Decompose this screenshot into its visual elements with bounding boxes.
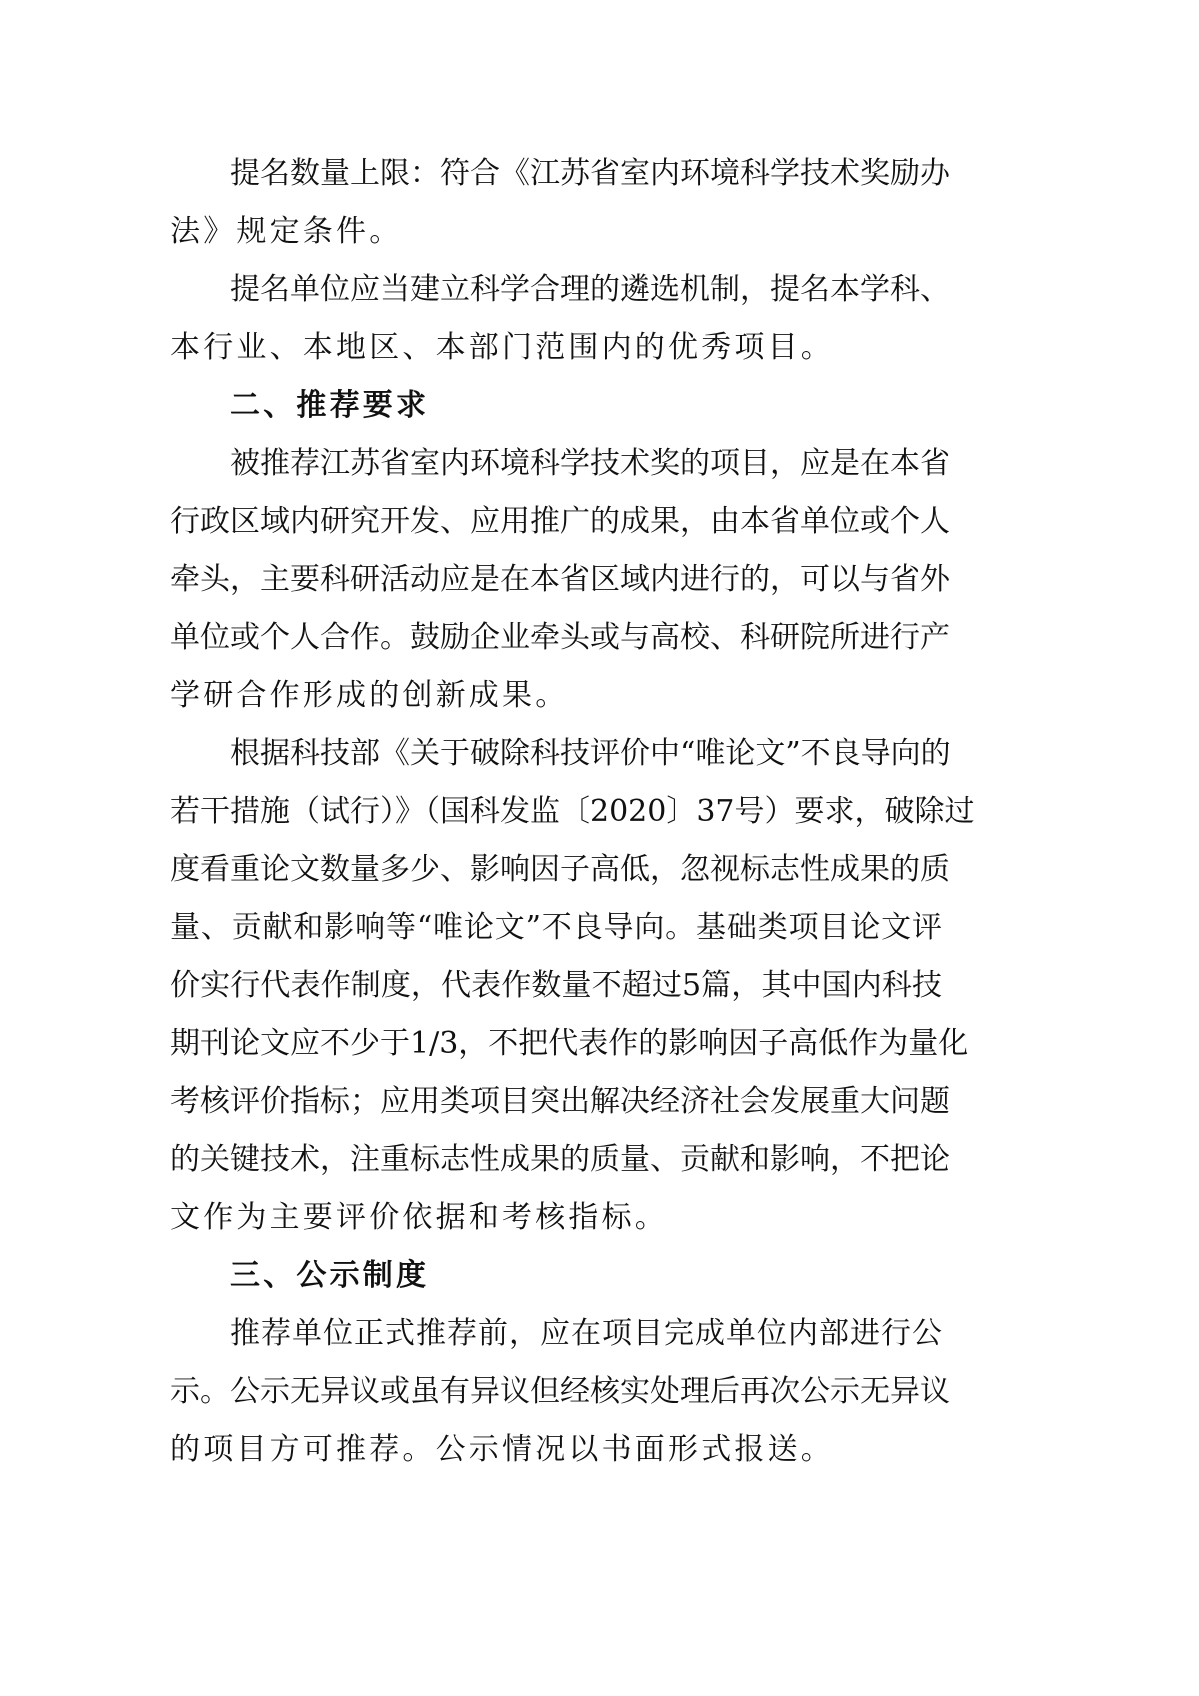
section-heading-publicity-system: 三、公示制度 [230, 1258, 430, 1293]
text-line: 价实行代表作制度，代表作数量不超过5篇，其中国内科技 [170, 968, 942, 1003]
text-line: 的关键技术，注重标志性成果的质量、贡献和影响，不把论 [170, 1142, 950, 1177]
text-line: 提名单位应当建立科学合理的遴选机制，提名本学科、 [230, 272, 950, 307]
text-line: 学研合作形成的创新成果。 [170, 678, 569, 713]
document-page [170, 145, 975, 1479]
text-line: 量、贡献和影响等“唯论文”不良导向。基础类项目论文评 [170, 910, 942, 945]
text-line: 期刊论文应不少于1/3，不把代表作的影响因子高低作为量化 [170, 1026, 969, 1061]
text-line: 被推荐江苏省室内环境科学技术奖的项目，应是在本省 [230, 446, 950, 481]
text-line: 考核评价指标；应用类项目突出解决经济社会发展重大问题 [170, 1084, 950, 1119]
text-line: 单位或个人合作。鼓励企业牵头或与高校、科研院所进行产 [170, 620, 950, 655]
text-line: 若干措施（试行）》（国科发监〔2020〕37号）要求，破除过 [170, 794, 975, 829]
text-line: 本行业、本地区、本部门范围内的优秀项目。 [170, 330, 834, 365]
text-line: 提名数量上限：符合《江苏省室内环境科学技术奖励办 [230, 156, 950, 191]
text-line: 行政区域内研究开发、应用推广的成果，由本省单位或个人 [170, 504, 950, 539]
paragraph-nomination-limit [170, 145, 950, 261]
paragraph-project-eligibility [170, 435, 950, 725]
text-line: 文作为主要评价依据和考核指标。 [170, 1200, 668, 1235]
paragraph-paper-evaluation [170, 725, 975, 1247]
text-line: 牵头，主要科研活动应是在本省区域内进行的，可以与省外 [170, 562, 950, 597]
paragraph-publicity-procedure [170, 1305, 950, 1479]
paragraph-selection-mechanism [170, 261, 950, 377]
text-line: 推荐单位正式推荐前，应在项目完成单位内部进行公 [230, 1316, 942, 1351]
text-line: 度看重论文数量多少、影响因子高低，忽视标志性成果的质 [170, 852, 950, 887]
text-line: 根据科技部《关于破除科技评价中“唯论文”不良导向的 [230, 736, 951, 771]
text-line: 的项目方可推荐。公示情况以书面形式报送。 [170, 1432, 834, 1467]
text-line: 法》规定条件。 [170, 214, 403, 249]
section-heading-recommendation-requirements: 二、推荐要求 [230, 388, 430, 423]
text-line: 示。公示无异议或虽有异议但经核实处理后再次公示无异议 [170, 1374, 950, 1409]
